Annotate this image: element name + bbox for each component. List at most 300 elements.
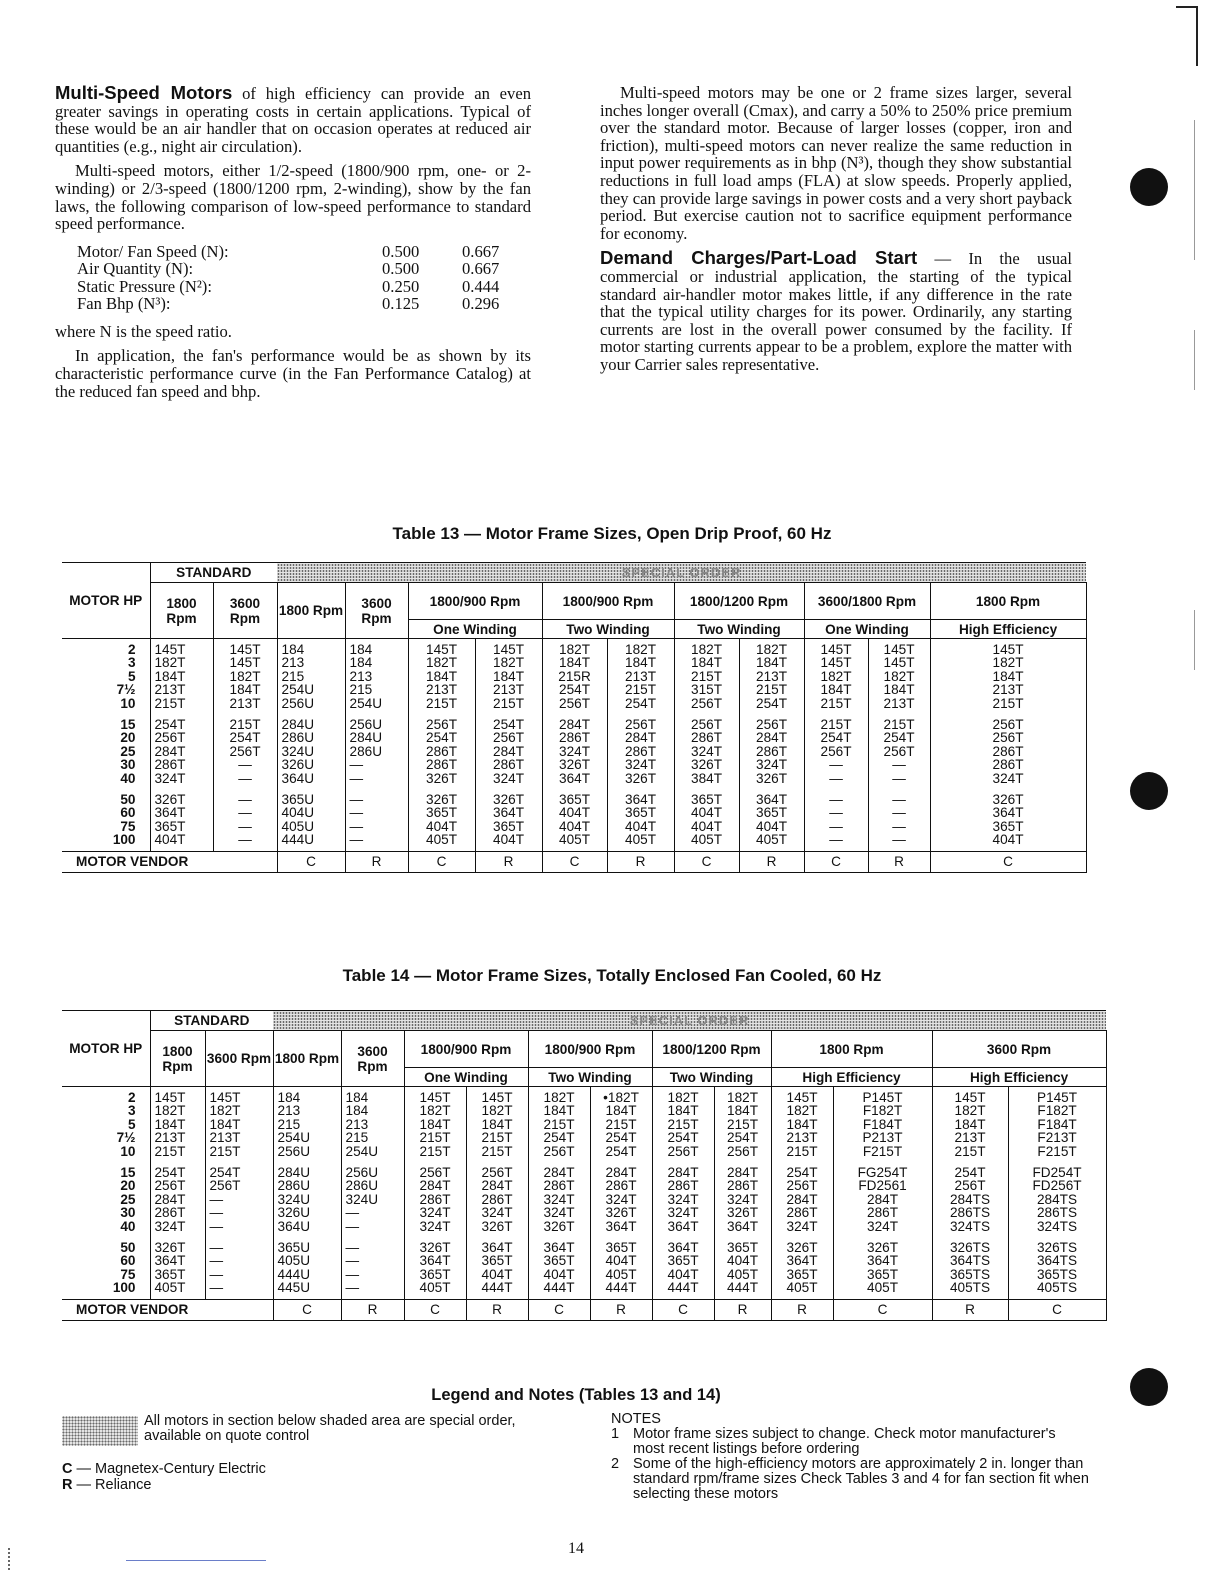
frame-size: 364T	[667, 1218, 699, 1234]
frame-size: 213	[349, 668, 373, 684]
frame-size: 405T	[691, 832, 722, 848]
frame-size: 286T	[756, 743, 787, 759]
hp-group-row	[62, 639, 1086, 715]
frame-column-cell	[868, 789, 930, 851]
frame-size: 145T	[883, 642, 915, 657]
frame-size: —	[209, 1218, 224, 1234]
hp-group-row	[62, 789, 1086, 851]
frame-size: —	[209, 1280, 224, 1296]
frame-size: 213	[345, 1116, 369, 1132]
frame-size: 254T	[229, 730, 261, 746]
frame-size: 326T	[756, 770, 787, 786]
frame-size: —	[892, 770, 906, 786]
frame-size: 404T	[625, 818, 656, 834]
frame-size: 182T	[559, 642, 590, 657]
frame-size: 444T	[605, 1280, 637, 1296]
frame-column-cell	[542, 789, 607, 851]
frame-size: 145T	[229, 655, 261, 671]
frame-size: 145T	[992, 642, 1024, 657]
vendor-code: R	[341, 1299, 404, 1320]
frame-size: 286TS	[1037, 1205, 1078, 1221]
frame-size: 405T	[154, 1280, 186, 1296]
frame-column-cell	[408, 714, 475, 789]
frame-size: 254U	[349, 695, 383, 711]
frame-size: 284U	[281, 717, 315, 733]
frame-column-cell	[674, 789, 739, 851]
ratio-value-half: 0.500	[382, 241, 420, 261]
frame-size: 184T	[992, 668, 1024, 684]
frame-size: 404T	[756, 818, 787, 834]
frame-size: 286U	[281, 730, 315, 746]
frame-size: 364T	[154, 1253, 186, 1269]
frame-size: —	[345, 1280, 360, 1296]
frame-size: 184	[349, 655, 373, 671]
frame-size: 256T	[667, 1143, 699, 1159]
frame-size: —	[892, 818, 906, 834]
note-item	[611, 1427, 1091, 1457]
group-1800-1200: 1800/1200 Rpm	[674, 583, 804, 620]
frame-size: 215T	[820, 717, 852, 733]
frame-size: 254T	[426, 730, 457, 746]
vendor-code: C	[277, 851, 345, 872]
frame-size: 256T	[786, 1178, 818, 1194]
paragraph-text: — In the usual commercial or industrial application, the starting of the typical standard air-handler motor makes little, if any difference in the rate that the typical utility charges for its power. Ordinarily, any starting currents are lost in the overall power consumed by the facility. If motor starting currents appear to be a problem, explore the matter with your Carrier sales representative.	[600, 249, 1072, 374]
frame-size: 213	[281, 655, 305, 671]
vendor-code: R	[868, 851, 930, 872]
frame-size: 444T	[543, 1280, 575, 1296]
frame-size: 213T	[426, 682, 457, 698]
frame-size: 315T	[691, 682, 722, 698]
frame-size: 444U	[277, 1266, 311, 1282]
frame-size: 365T	[605, 1240, 637, 1256]
frame-size: 326T	[543, 1218, 575, 1234]
vendor-code: C	[273, 1299, 341, 1320]
frame-column-cell	[205, 1237, 273, 1299]
frame-size: —	[829, 792, 843, 808]
frame-size: FD254T	[1032, 1165, 1082, 1181]
frame-size: 145T	[954, 1090, 986, 1105]
frame-size: 254T	[605, 1143, 637, 1159]
frame-column-cell	[607, 789, 674, 851]
note-text: Motor frame sizes subject to change. Check motor manufacturer's most recent listings before ordering	[633, 1426, 1056, 1457]
vendor-code: C	[408, 851, 475, 872]
frame-size: 286U	[349, 743, 383, 759]
frame-size: 364T	[154, 805, 186, 821]
frame-size: 215T	[954, 1143, 986, 1159]
margin-line	[1194, 120, 1195, 260]
frame-size: 405TS	[949, 1280, 991, 1296]
frame-column-cell	[590, 1087, 652, 1163]
frame-size: —	[829, 818, 843, 834]
frame-size: —	[349, 832, 364, 848]
right-column	[600, 84, 1072, 381]
ratio-value-half: 0.125	[382, 294, 420, 314]
frame-size: 405T	[786, 1280, 818, 1296]
frame-size: 182T	[954, 1103, 986, 1119]
ratio-value-half: 0.250	[382, 276, 420, 296]
frame-size: 286T	[605, 1178, 637, 1194]
frame-size: 256T	[954, 1178, 986, 1194]
group-3600-1800: 3600/1800 Rpm	[804, 583, 930, 620]
motor-vendor-label: MOTOR VENDOR	[62, 1299, 273, 1320]
paragraph-speed-ratio: where N is the speed ratio.	[55, 321, 232, 341]
frame-column-cell	[150, 789, 213, 851]
frame-size: 213T	[625, 668, 656, 684]
frame-size: 286T	[667, 1178, 699, 1194]
frame-size: 364TS	[1037, 1253, 1078, 1269]
footer-mark	[8, 1548, 12, 1570]
frame-size: 324T	[419, 1205, 451, 1221]
frame-size: 405T	[625, 832, 656, 848]
frame-column-cell	[466, 1162, 528, 1237]
std-1800-header: 1800 Rpm	[150, 1031, 205, 1087]
ratio-label: Static Pressure (N²):	[77, 276, 212, 296]
frame-size: 184T	[727, 1103, 758, 1119]
frame-size: —	[349, 757, 364, 773]
frame-size: —	[349, 805, 364, 821]
frame-column-cell	[345, 639, 408, 715]
special-order-label: SPECIAL ORDER	[621, 565, 742, 580]
frame-column-cell	[341, 1162, 404, 1237]
frame-column-cell	[739, 789, 804, 851]
frame-size: 182T	[481, 1103, 513, 1119]
frame-size: 324T	[667, 1191, 699, 1207]
frame-size: 256T	[154, 730, 186, 746]
frame-size: 182T	[493, 655, 524, 671]
frame-size: 326T	[691, 757, 722, 773]
frame-column-cell	[674, 714, 739, 789]
frame-size: 215T	[154, 695, 186, 711]
vendor-code: C	[542, 851, 607, 872]
frame-column-cell	[714, 1162, 771, 1237]
frame-size: 365T	[756, 805, 787, 821]
vendor-code: R	[345, 851, 408, 872]
frame-size: 145T	[820, 655, 852, 671]
frame-size: 445U	[277, 1280, 311, 1296]
frame-size: P145T	[1037, 1090, 1078, 1105]
frame-size: 286T	[419, 1191, 451, 1207]
legend-notes	[611, 1412, 1091, 1502]
hp-value: 25	[120, 743, 136, 759]
frame-size: 145T	[419, 1090, 451, 1105]
frame-size: 256T	[209, 1178, 241, 1194]
group-1800-900-b: 1800/900 Rpm	[542, 583, 674, 620]
frame-size: 215T	[883, 717, 915, 733]
frame-column-cell	[277, 639, 345, 715]
frame-size: 364T	[756, 792, 787, 808]
frame-size: 284T	[756, 730, 787, 746]
frame-size: 184T	[625, 655, 656, 671]
group-3600-he: 3600 Rpm	[932, 1031, 1106, 1068]
frame-size: 184T	[154, 1116, 186, 1132]
frame-size: —	[892, 805, 906, 821]
hp-value: 25	[120, 1191, 136, 1207]
frame-size: 215R	[558, 668, 591, 684]
frame-size: 364T	[625, 792, 656, 808]
frame-size: F182T	[1037, 1103, 1077, 1119]
frame-size: 145T	[154, 642, 186, 657]
frame-size: 365TS	[1037, 1266, 1078, 1282]
frame-column-cell	[475, 639, 542, 715]
frame-size: 286U	[277, 1178, 311, 1194]
shade-swatch	[62, 1416, 138, 1446]
hp-group-row	[62, 1162, 1106, 1237]
frame-column-cell	[345, 789, 408, 851]
frame-size: 404T	[559, 818, 590, 834]
frame-column-cell	[341, 1237, 404, 1299]
frame-size: 365T	[154, 1266, 186, 1282]
frame-column-cell	[404, 1087, 466, 1163]
frame-size: 215	[349, 682, 373, 698]
frame-size: 364T	[867, 1253, 898, 1269]
frame-column-cell	[542, 714, 607, 789]
frame-column-cell	[277, 789, 345, 851]
frame-size: 254T	[727, 1130, 758, 1146]
frame-column-cell	[150, 1087, 205, 1163]
frame-size: 215T	[992, 695, 1024, 711]
frame-column-cell	[1008, 1162, 1106, 1237]
frame-column-cell	[607, 714, 674, 789]
frame-size: FD256T	[1032, 1178, 1082, 1194]
frame-size: 326T	[625, 770, 656, 786]
frame-size: 184T	[820, 682, 852, 698]
frame-size: 215T	[820, 695, 852, 711]
frame-size: 326T	[419, 1240, 451, 1256]
legend-c-text: — Magnetex-Century Electric	[72, 1461, 266, 1477]
frame-size: —	[345, 1218, 360, 1234]
std-1800-header: 1800 Rpm	[150, 583, 213, 639]
note-text: Some of the high-efficiency motors are approximately 2 in. longer than standard rpm/frame sizes Check Tables 3 and 4 for fan section fit when selecting these motors	[633, 1456, 1089, 1502]
frame-size: —	[349, 792, 364, 808]
frame-size: 213T	[992, 682, 1024, 698]
frame-size: 182T	[786, 1103, 818, 1119]
frame-column-cell	[771, 1087, 833, 1163]
frame-size: 256T	[756, 717, 787, 733]
so-1800-header: 1800 Rpm	[273, 1031, 341, 1087]
frame-size: 326T	[481, 1218, 513, 1234]
frame-size: 284T	[625, 730, 656, 746]
frame-size: 284T	[667, 1165, 699, 1181]
frame-column-cell	[150, 1237, 205, 1299]
frame-size: 215T	[667, 1116, 699, 1132]
frame-size: 405TS	[1037, 1280, 1078, 1296]
table-14-caption: Table 14 — Motor Frame Sizes, Totally Enclosed Fan Cooled, 60 Hz	[342, 966, 882, 985]
frame-size: —	[345, 1205, 360, 1221]
sub-two-winding: Two Winding	[674, 620, 804, 639]
std-3600-header: 3600 Rpm	[205, 1031, 273, 1087]
frame-size: 286T	[992, 743, 1024, 759]
frame-column-cell	[542, 639, 607, 715]
frame-size: 256T	[727, 1143, 758, 1159]
hp-value: 75	[120, 818, 136, 834]
ratio-value-two-thirds: 0.444	[462, 276, 500, 296]
frame-column-cell	[345, 714, 408, 789]
frame-size: 405T	[727, 1266, 758, 1282]
hp-value: 7½	[116, 682, 136, 698]
sub-one-winding: One Winding	[804, 620, 930, 639]
frame-size: 145T	[481, 1090, 513, 1105]
frame-column-cell	[150, 714, 213, 789]
notes-title: NOTES	[611, 1411, 661, 1427]
frame-column-cell	[466, 1237, 528, 1299]
group-1800-900-a: 1800/900 Rpm	[404, 1031, 528, 1068]
frame-column-cell	[833, 1237, 932, 1299]
frame-size: 364T	[605, 1218, 637, 1234]
frame-size: 365T	[786, 1266, 818, 1282]
frame-size: 324T	[727, 1191, 758, 1207]
frame-column-cell	[930, 639, 1086, 715]
frame-size: 256T	[154, 1178, 186, 1194]
frame-size: 254T	[543, 1130, 575, 1146]
frame-size: 365T	[727, 1240, 758, 1256]
frame-size: P213T	[862, 1130, 903, 1146]
motor-hp-header: MOTOR HP	[62, 563, 150, 639]
frame-size: 444T	[667, 1280, 699, 1296]
frame-size: 326T	[426, 770, 457, 786]
hp-value: 15	[120, 717, 136, 733]
hp-value: 50	[120, 792, 136, 808]
frame-size: 215T	[756, 682, 787, 698]
frame-size: 326T	[786, 1240, 818, 1256]
ratio-value-two-thirds: 0.667	[462, 241, 500, 261]
frame-size: 286T	[625, 743, 656, 759]
frame-size: 254U	[345, 1143, 379, 1159]
frame-size: 256T	[691, 717, 722, 733]
frame-size: 184	[277, 1090, 301, 1105]
frame-size: 184T	[883, 682, 915, 698]
frame-size: —	[345, 1266, 360, 1282]
vendor-code: C	[1008, 1299, 1106, 1320]
frame-size: 286U	[345, 1178, 379, 1194]
frame-size: 145T	[229, 642, 261, 657]
frame-size: 256T	[691, 695, 722, 711]
frame-column-cell	[404, 1162, 466, 1237]
frame-size: 256T	[419, 1165, 451, 1181]
frame-size: 254T	[209, 1165, 241, 1181]
frame-column-cell	[277, 714, 345, 789]
sub-high-efficiency: High Efficiency	[771, 1068, 932, 1087]
hp-value: 20	[120, 1178, 136, 1194]
frame-size: 326T	[154, 1240, 186, 1256]
note-number: 1	[611, 1426, 620, 1442]
frame-size: 405T	[419, 1280, 451, 1296]
frame-size: 365T	[543, 1253, 575, 1269]
frame-column-cell	[771, 1237, 833, 1299]
frame-size: 256T	[883, 743, 915, 759]
frame-size: 254T	[786, 1165, 818, 1181]
frame-size: 286T	[691, 730, 722, 746]
table-13	[62, 562, 1087, 873]
frame-column-cell	[273, 1087, 341, 1163]
frame-size: 364U	[277, 1218, 311, 1234]
frame-size: 184T	[419, 1116, 451, 1132]
group-1800-900-b: 1800/900 Rpm	[528, 1031, 652, 1068]
hp-value: 15	[120, 1165, 136, 1181]
legend-r-key: R	[62, 1477, 73, 1493]
legend-r-text: — Reliance	[72, 1477, 152, 1493]
hp-value: 20	[120, 730, 136, 746]
frame-size: 404T	[493, 832, 524, 848]
sub-two-winding: Two Winding	[652, 1068, 771, 1087]
frame-size: 405T	[867, 1280, 898, 1296]
frame-size: 215T	[419, 1130, 451, 1146]
frame-size: 365T	[154, 818, 186, 834]
sub-one-winding: One Winding	[404, 1068, 528, 1087]
frame-size: 364T	[992, 805, 1024, 821]
frame-size: 182T	[229, 668, 261, 684]
frame-size: 213T	[229, 695, 261, 711]
frame-size: 145T	[493, 642, 524, 657]
frame-size: 364T	[543, 1240, 575, 1256]
frame-size: 324U	[281, 743, 315, 759]
hp-group-row	[62, 1087, 1106, 1163]
frame-size: 215T	[419, 1143, 451, 1159]
std-3600-header: 3600 Rpm	[213, 583, 277, 639]
frame-size: 284U	[349, 730, 383, 746]
frame-size: 286T	[786, 1205, 818, 1221]
frame-size: 286T	[154, 1205, 186, 1221]
frame-size: 324U	[345, 1191, 379, 1207]
frame-size: 184	[281, 642, 305, 657]
hp-group-row	[62, 714, 1086, 789]
hp-cell	[62, 1162, 150, 1237]
frame-size: 324T	[559, 743, 590, 759]
frame-size: 215T	[727, 1116, 758, 1132]
shade-description: All motors in section below shaded area are special order, available on quote control	[144, 1413, 516, 1444]
frame-column-cell	[273, 1162, 341, 1237]
table-14	[62, 1010, 1107, 1321]
ratio-row	[77, 243, 499, 261]
frame-size: 256T	[992, 717, 1024, 733]
standard-header: STANDARD	[150, 1011, 273, 1031]
vendor-code: R	[607, 851, 674, 872]
frame-size: 284T	[419, 1178, 451, 1194]
paragraph-application: In application, the fan's performance would be as shown by its characteristic performance curve (in the Fan Performance Catalog) at the reduced fan speed and bhp.	[55, 346, 531, 401]
frame-column-cell	[932, 1087, 1008, 1163]
vendor-code: R	[739, 851, 804, 872]
frame-size: F215T	[862, 1143, 903, 1159]
frame-size: 326T	[992, 792, 1024, 808]
frame-size: 365U	[277, 1240, 311, 1256]
frame-size: —	[238, 805, 252, 821]
frame-column-cell	[739, 639, 804, 715]
frame-size: 213T	[493, 682, 524, 698]
frame-column-cell	[404, 1237, 466, 1299]
frame-size: 182T	[883, 668, 915, 684]
ratio-label: Fan Bhp (N³):	[77, 294, 171, 314]
runin-heading: Multi-Speed Motors	[55, 82, 233, 103]
frame-size: F184T	[862, 1116, 903, 1132]
frame-size: 182T	[727, 1090, 758, 1105]
frame-size: 365T	[625, 805, 656, 821]
note-item	[611, 1457, 1091, 1502]
legend-c	[62, 1462, 266, 1477]
special-order-header	[273, 1011, 1106, 1031]
frame-size: —	[209, 1191, 224, 1207]
frame-size: 326T	[867, 1240, 898, 1256]
frame-size: P145T	[862, 1090, 903, 1105]
hp-value: 3	[127, 1103, 136, 1119]
frame-size: 404T	[605, 1253, 637, 1269]
frame-size: 184T	[493, 668, 524, 684]
frame-column-cell	[833, 1087, 932, 1163]
frame-size: —	[829, 770, 843, 786]
frame-size: 184T	[229, 682, 261, 698]
frame-size: 184	[349, 642, 373, 657]
so-3600-header: 3600 Rpm	[341, 1031, 404, 1087]
frame-size: 182T	[756, 642, 787, 657]
hp-value: 75	[120, 1266, 136, 1282]
